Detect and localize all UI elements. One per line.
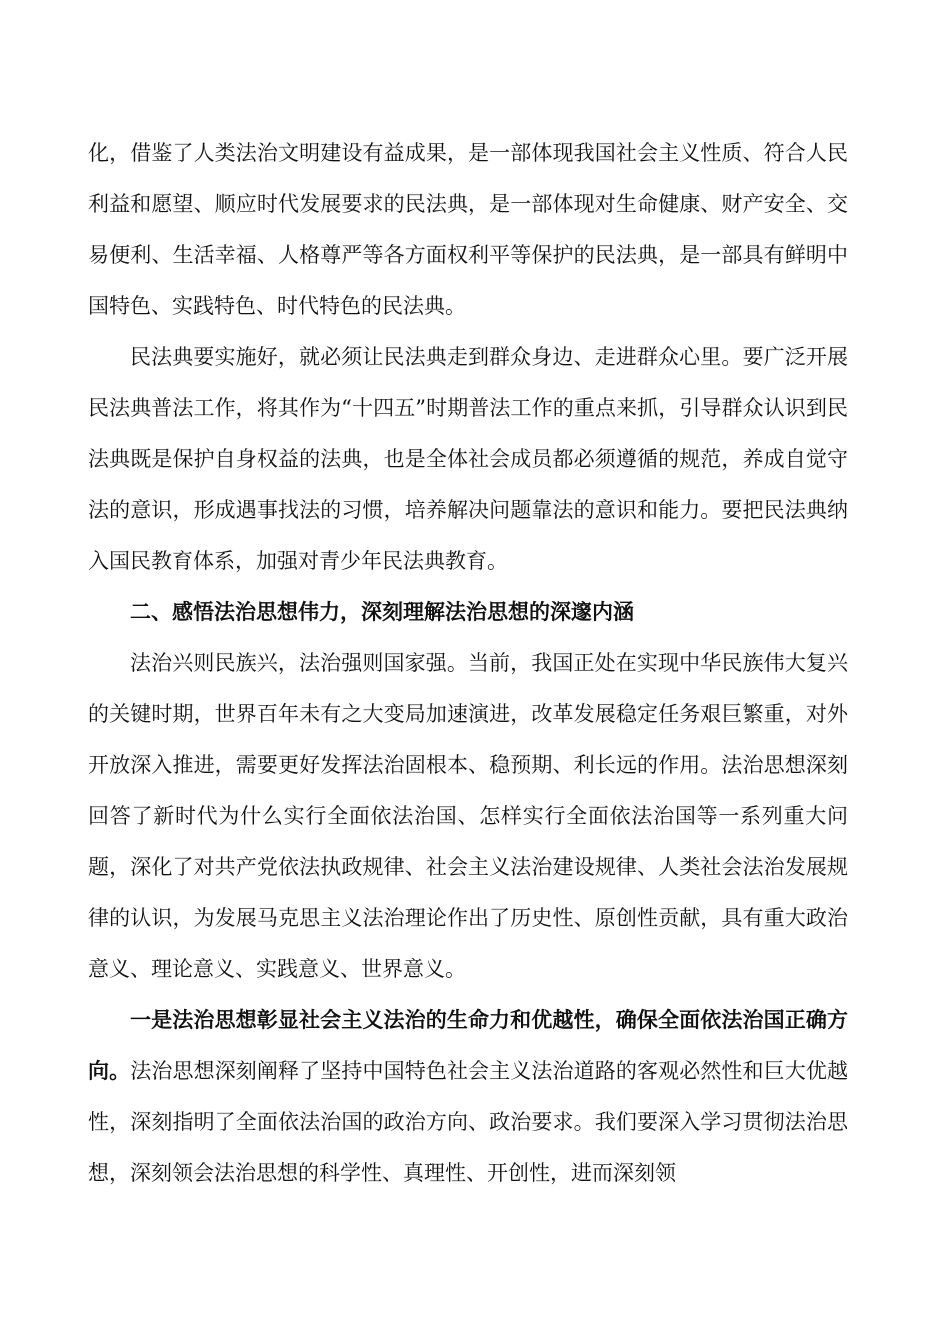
- paragraph-4: [88, 995, 848, 1199]
- paragraph-4-body: 法治思想深刻阐释了坚持中国特色社会主义法治道路的客观必然性和巨大优越性，深刻指明了全面依法治国的政治方向、政治要求。我们要深入学习贯彻法治思想，深刻领会法治思想的科学性、真理性、开创性，进而深刻领: [88, 1059, 849, 1185]
- paragraph-4-lead: 一是法治思想彰显社会主义法治的生命力和优越性，确保全面依法治国正确方向。: [88, 1008, 848, 1083]
- paragraph-1: 化，借鉴了人类法治文明建设有益成果，是一部体现我国社会主义性质、符合人民利益和愿望、顺应时代发展要求的民法典，是一部体现对生命健康、财产安全、交易便利、生活幸福、人格尊严等各方面权利平等保护的民法典，是一部具有鲜明中国特色、实践特色、时代特色的民法典。: [88, 141, 848, 318]
- section-heading: 二、感悟法治思想伟力，深刻理解法治思想的深邃内涵: [130, 600, 634, 624]
- paragraph-3: 法治兴则民族兴，法治强则国家强。当前，我国正处在实现中华民族伟大复兴的关键时期，世界百年未有之大变局加速演进，改革发展稳定任务艰巨繁重，对外开放深入推进，需要更好发挥法治固根本、稳预期、利长远的作用。法治思想深刻回答了新时代为什么实行全面依法治国、怎样实行全面依法治国等一系列重大问题，深化了对共产党依法执政规律、社会主义法治建设规律、人类社会法治发展规律的认识，为发展马克思主义法治理论作出了历史性、原创性贡献，具有重大政治意义、理论意义、实践意义、世界意义。: [88, 651, 848, 981]
- paragraph-2: 民法典要实施好，就必须让民法典走到群众身边、走进群众心里。要广泛开展民法典普法工作，将其作为“十四五”时期普法工作的重点来抓，引导群众认识到民法典既是保护自身权益的法典，也是全体社会成员都必须遵循的规范，养成自觉守法的意识，形成遇事找法的习惯，培养解决问题靠法的意识和能力。要把民法典纳入国民教育体系，加强对青少年民法典教育。: [88, 345, 848, 573]
- document-page: [88, 128, 848, 1199]
